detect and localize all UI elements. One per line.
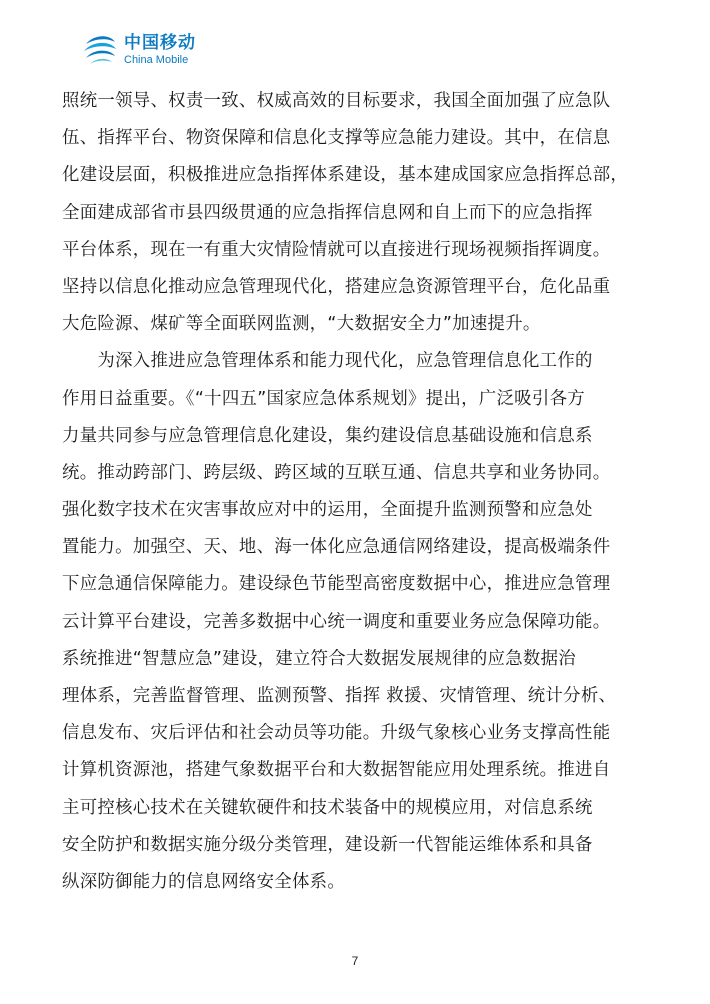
text-line: 理体系，完善监督管理、监测预警、指挥 救援、灾情管理、统计分析、: [62, 686, 617, 706]
text-line: 主可控核心技术在关键软硬件和技术装备中的规模应用，对信息系统: [62, 797, 593, 818]
china-mobile-swirl-icon: [80, 30, 120, 70]
text-line: 坚持以信息化推动应急管理现代化，搭建应急资源管理平台，危化品重: [62, 276, 611, 297]
text-line: 信息发布、灾后评估和社会动员等功能。升级气象核心业务支撑高性能: [62, 723, 611, 744]
text-line: 统。推动跨部门、跨层级、跨区域的互联互通、信息共享和业务协同。: [62, 462, 611, 483]
text-line: 大危险源、煤矿等全面联网监测，“大数据安全力”加速提升。: [62, 314, 541, 335]
text-line: 伍、指挥平台、物资保障和信息化支撑等应急能力建设。其中，在信息: [62, 128, 611, 149]
text-line: 系统推进“智慧应急”建设，建立符合大数据发展规律的应急数据治: [62, 648, 576, 669]
text-line: 计算机资源池，搭建气象数据平台和大数据智能应用处理系统。推进自: [62, 760, 611, 781]
text-line: 为深入推进应急管理体系和能力现代化，应急管理信息化工作的: [62, 351, 593, 372]
text-line: 作用日益重要。《“十四五”国家应急体系规划》提出，广泛吸引各方: [62, 388, 585, 409]
text-line: 纵深防御能力的信息网络安全体系。: [62, 871, 346, 892]
body-text: [62, 83, 652, 901]
text-line: 置能力。加强空、天、地、海一体化应急通信网络建设，提高极端条件: [62, 537, 611, 558]
text-line: 力量共同参与应急管理信息化建设，集约建设信息基础设施和信息系: [62, 425, 593, 446]
page-number: 7: [351, 954, 359, 968]
text-line: 云计算平台建设，完善多数据中心统一调度和重要业务应急保障功能。: [62, 611, 611, 632]
text-line: 强化数字技术在灾害事故应对中的运用，全面提升监测预警和应急处: [62, 500, 593, 521]
text-line: 安全防护和数据实施分级分类管理，建设新一代智能运维体系和具备: [62, 834, 593, 855]
logo-chinese-text: 中国移动: [124, 32, 196, 53]
text-line: 平台体系，现在一有重大灾情险情就可以直接进行现场视频指挥调度。: [62, 239, 611, 260]
china-mobile-logo: [80, 30, 196, 70]
text-line: 下应急通信保障能力。建设绿色节能型高密度数据中心，推进应急管理: [62, 574, 611, 595]
logo-english-text: China Mobile: [124, 53, 189, 66]
text-line: 照统一领导、权责一致、权威高效的目标要求，我国全面加强了应急队: [62, 91, 611, 111]
text-line: 全面建成部省市县四级贯通的应急指挥信息网和自上而下的应急指挥: [62, 202, 593, 223]
text-line: 化建设层面，积极推进应急指挥体系建设，基本建成国家应急指挥总部，: [62, 165, 629, 186]
